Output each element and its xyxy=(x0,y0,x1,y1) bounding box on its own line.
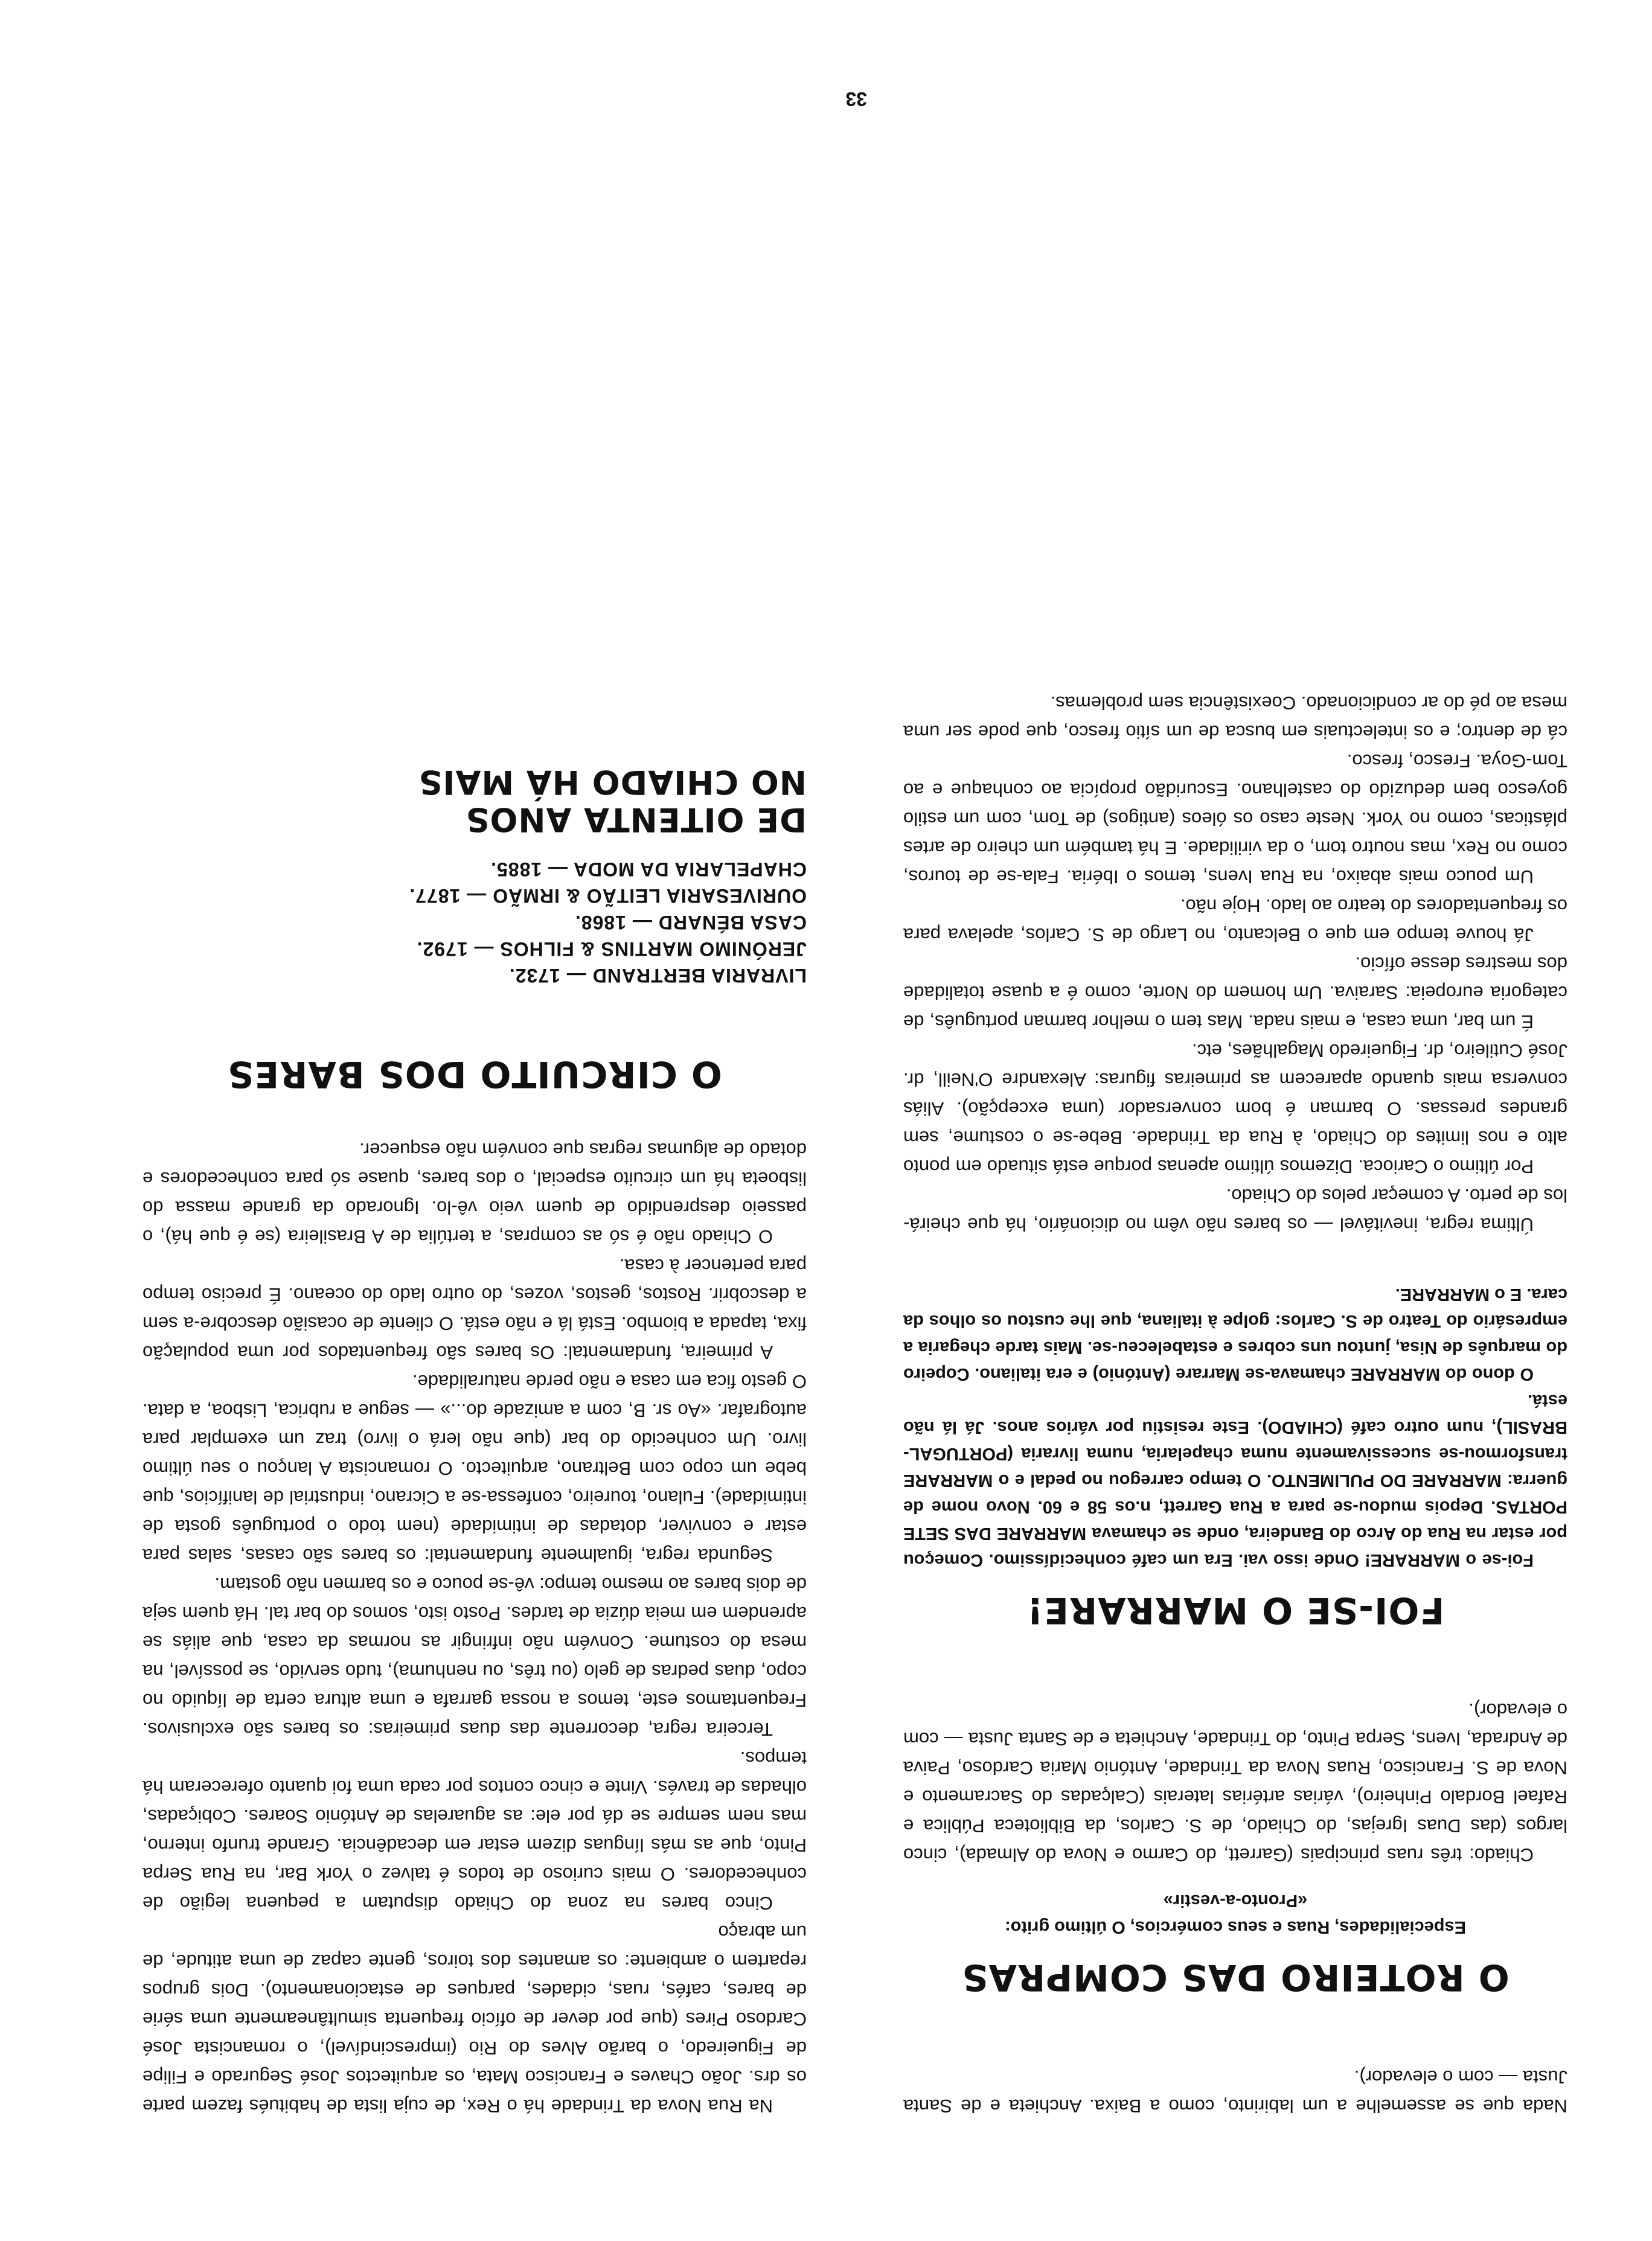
catalog-item: OURIVESARIA LEITÃO & IRMÃO — 1877. xyxy=(409,885,807,907)
catalog-item: LIVRARIA BERTRAND — 1732. xyxy=(508,965,807,986)
catalog-list xyxy=(142,856,807,989)
bares-paragraph: Segunda regra, igualmente fundamental: os bares são casas, salas para estar e conviver, dotadas de intimidade (nem todo o português gosta de intimidade). Fulano, toureiro, confessa-se a Cicrano, industrial de lanifícios, que bebe um copo com Beltrano, arquitecto. O romancista A lançou o seu último livro. Um conhecido do bar (que não lerá o livro) traz um exemplar para autografar. «Ao sr. B, com a amizade do...» — segue a rubrica, Lisboa, a data. O gesto fica em casa e não perde naturalidade. xyxy=(142,1371,807,1566)
bares-paragraph: Por último o Carioca. Dizemos último apenas porque está situado em ponto alto e nos limites do Chiado, à Rua da Trindade. Bebe-se o costume, sem grandes pressas. O barman é bom conversador (uma excepção). Aliás conversa mais quando aparecem as primeiras figuras: Alexandre O'Neill, dr. José Cutileiro, dr. Figueiredo Magalhães, etc. xyxy=(903,1040,1567,1177)
roteiro-title: O ROTEIRO DAS COMPRAS xyxy=(961,1956,1510,1998)
roteiro-intro-fragment: Nada que se assemelhe a um labirinto, como a Baixa. Anchieta e de Santa Justa — com o elevador). xyxy=(903,2067,1567,2117)
catalog-item: CASA BÉNARD — 1868. xyxy=(574,912,807,933)
bares-paragraph: Última regra, inevitável — os bares não vêm no dicionário, há que cheirá-los de perto. A começar pelos do Chiado. xyxy=(903,1185,1567,1235)
catalog-title: NO CHIADO HÁ MAIS xyxy=(418,763,807,801)
catalog-item: CHAPELARIA DA MODA — 1885. xyxy=(490,858,807,880)
page-number: 33 xyxy=(845,88,867,110)
catalog-title: DE OITENTA ANOS xyxy=(465,801,807,839)
right-column xyxy=(142,763,807,2120)
marrare-paragraph: O dono do MARRARE chamava-se Marrare (António) e era italiano. Copeiro do marquês de Nisa, juntou uns cobres e estabeleceu-se. Mais tarde chegaria a empresário do Teatro de S. Carlos: golpe à italiana, que lhe custou os olhos da cara. E o MARRARE. xyxy=(903,1285,1567,1384)
bares-paragraph: Terceira regra, decorrente das duas primeiras: os bares são exclusivos. Frequentamos este, temos a nossa garrafa e uma altura certa de líquido no copo, duas pedras de gelo (ou três, ou nenhuma), tudo servido, se possível, na mesa do costume. Convém não infringir as normas da casa, que aliás se aprendem em meia dúzia de tardes. Posto isto, somos do bar tal. Há quem seja de dois bares ao mesmo tempo: vê-se pouco e os barmen não gostam. xyxy=(142,1574,807,1740)
roteiro-subtitle-2: «Pronto-a-vestir» xyxy=(1163,1891,1308,1910)
marrare-title: FOI-SE O MARRARE! xyxy=(1026,1589,1445,1631)
bares-paragraph: Cinco bares na zona do Chiado disputam a pequena legião de conhecedores. O mais curioso de todos é talvez o York Bar, na Rua Serpa Pinto, que as más línguas dizem estar em decadência. Grande trunfo interno, mas nem sempre se dá por ele: as aguarelas de António Soares. Cobiçadas, olhadas de través. Vinte e cinco contos por cada uma foi quanto ofereceram há tempos. xyxy=(142,1748,807,1914)
bares-paragraph: A primeira, fundamental: Os bares são frequentados por uma população fixa, tapada a biombo. Está lá e não está. O cliente de ocasião descobre-a sem a descobrir. Rostos, gestos, vozes, do outro lado do oceano. É preciso tempo para pertencer à casa. xyxy=(142,1255,807,1363)
roteiro-subtitle: Especialidades, Ruas e seus comércios, O último grito: xyxy=(1005,1917,1466,1937)
catalog-item: JERÓNIMO MARTINS & FILHOS — 1792. xyxy=(416,938,807,960)
bares-paragraph: O Chiado não é só as compras, a tertúlia de A Brasileira (se é que há), o passeio desprendido de quem veio vê-lo. Ignorado da grande massa do lisboeta há um circuito especial, o dos bares, quase só para conhecedores e dotado de algumas regras que convém não esquecer. xyxy=(142,1139,807,1247)
bares-paragraph: Um pouco mais abaixo, na Rua Ivens, temos o Ibéria. Fala-se de touros, como no Rex, mas noutro tom, o da virilidade. E há também um cheiro de artes plásticas, como no York. Neste caso os óleos (antigos) de Tom, com um estilo goyesco bem deduzido do castelhano. Escuridão propícia ao conhaque e ao Tom-Goya. Fresco, fresco. xyxy=(903,750,1567,887)
bares-title: O CIRCUITO DOS BARES xyxy=(227,1053,722,1095)
marrare-text xyxy=(903,1281,1567,1573)
bares-paragraph: cá de dentro; e os intelectuais em busca de um sítio fresco, que pode ser uma mesa ao pé do ar condicionado. Coexistência sem problemas. xyxy=(903,692,1567,743)
marrare-paragraph: Foi-se o MARRARE! Onde isso vai. Era um café conhecidíssimo. Começou por estar na Rua do Arco do Bandeira, onde se chamava MARRARE DAS SETE PORTAS. Depois mudou-se para a Rua Garrett, n.os 58 e 60. Novo nome de guerra: MARRARE DO PULIMENTO. O tempo carregou no pedal e o MARRARE transformou-se sucessivamente numa chapelaria, numa livraria (PORTUGAL-BRASIL), num outro café (CHIADO). Este resistiu por vários anos. Já lá não está. xyxy=(903,1391,1567,1570)
bares-paragraph: Já houve tempo em que o Belcanto, no Largo de S. Carlos, apelava para os frequentadores do teatro ao lado. Hoje não. xyxy=(903,895,1567,945)
left-column xyxy=(903,688,1567,2120)
roteiro-body: Chiado: três ruas principais (Garrett, do Carmo e Nova do Almada), cinco largos (das Duas Igrejas, do Chiado, de S. Carlos, da Biblioteca Pública e Rafael Bordalo Pinheiro), várias artérias laterais (Calçadas do Sacramento e Nova de S. Francisco, Ruas Nova da Trindade, António Maria Cardoso, Paiva de Andrada, Ivens, Serpa Pinto, do Trindade, Anchieta e de Santa Justa — com o elevador). xyxy=(903,1699,1567,1865)
bares-paragraph: Na Rua Nova da Trindade há o Rex, de cuja lista de habitués fazem parte os drs. João Chaves e Francisco Mata, os arquitectos José Segurado e Filipe de Figueiredo, o barão Alves do Rio (imprescindível), o romancista José Cardoso Pires (que por dever de ofício frequenta simultâneamente uma série de bares, cafés, ruas, cidades, parques de estacionamento). Dois grupos repartem o ambiente: os amantes dos toiros, gente capaz de uma atitude, de um abraço xyxy=(142,1922,807,2117)
bares-paragraph: É um bar, uma casa, e mais nada. Mas tem o melhor barman português, de categoria europeia: Saraiva. Um homem do Norte, como é a quase totalidade dos mestres desse ofício. xyxy=(903,953,1567,1032)
